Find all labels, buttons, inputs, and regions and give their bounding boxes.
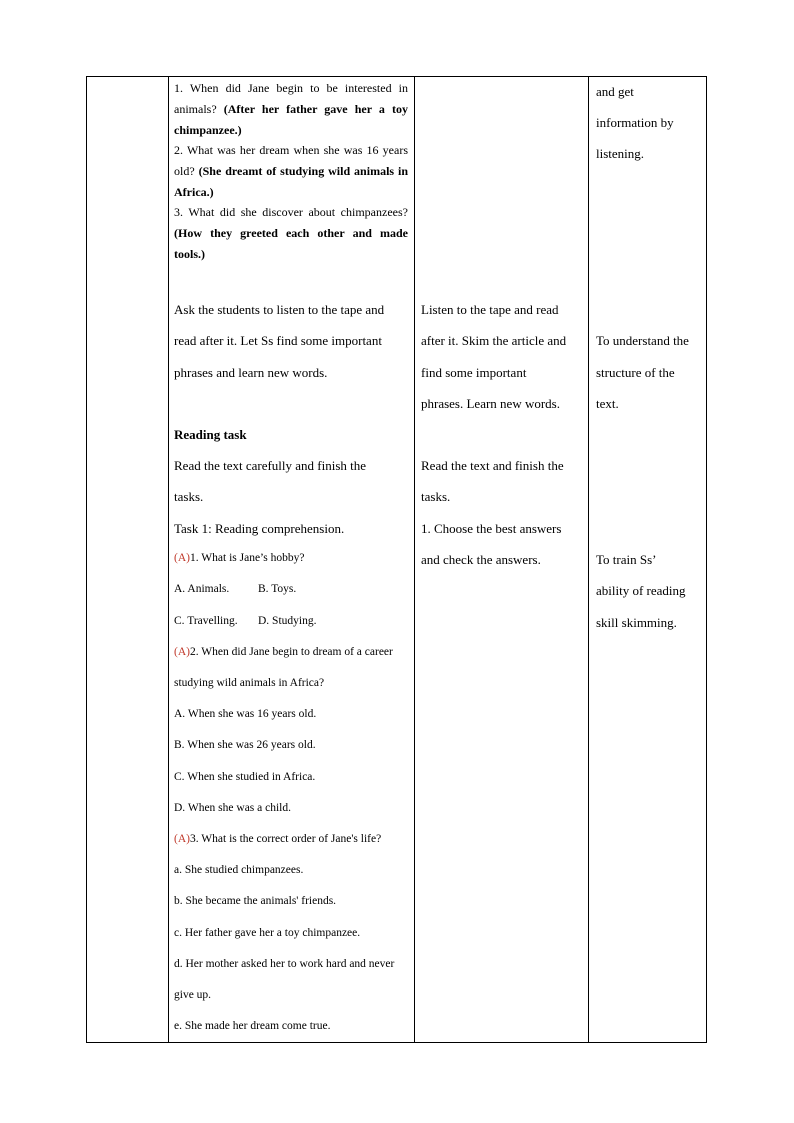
mcq-question-1: (A)1. What is Jane’s hobby? [174, 552, 305, 564]
mcq-question-3: (A)3. What is the correct order of Jane's life? [174, 833, 382, 845]
purpose-line: skill skimming. [596, 615, 677, 630]
mcq-option: D. Studying. [258, 615, 317, 627]
order-item: e. She made her dream come true. [174, 1020, 331, 1032]
student-listen-line: Listen to the tape and read [421, 302, 559, 317]
teacher-listen-line: phrases and learn new words. [174, 365, 328, 380]
student-listen-line: after it. Skim the article and [421, 333, 567, 348]
purpose-line: and get [596, 84, 634, 99]
mcq-option: C. Travelling. [174, 615, 238, 627]
order-item: c. Her father gave her a toy chimpanzee. [174, 927, 361, 939]
mcq-option: B. Toys. [258, 583, 297, 595]
student-listen-line: find some important [421, 365, 527, 380]
mcq-question-2: (A)2. When did Jane begin to dream of a career [174, 646, 393, 658]
teacher-read-line: tasks. [174, 489, 204, 504]
mcq-option: A. Animals. [174, 583, 230, 595]
student-choose-line: 1. Choose the best answers [421, 521, 562, 536]
student-read-line: tasks. [421, 489, 451, 504]
column-divider [588, 77, 589, 1042]
question-3: 3. What did she discover about chimpanzees? (How they greeted each other and made tools.) [174, 205, 408, 261]
purpose-line: text. [596, 396, 619, 411]
mcq-option: B. When she was 26 years old. [174, 739, 316, 751]
question-1: 1. When did Jane begin to be interested in animals? (After her father gave her a toy chimpanzee.) [174, 81, 409, 137]
mcq-question-2-cont: studying wild animals in Africa? [174, 677, 325, 689]
order-item: give up. [174, 989, 212, 1001]
student-listen-line: phrases. Learn new words. [421, 396, 560, 411]
purpose-line: ability of reading [596, 583, 686, 598]
question-2: 2. What was her dream when she was 16 years old? (She dreamt of studying wild animals in Africa.) [174, 143, 409, 199]
teacher-read-line: Read the text carefully and finish the [174, 458, 367, 473]
student-read-line: Read the text and finish the [421, 458, 564, 473]
purpose-line: structure of the [596, 365, 675, 380]
purpose-line: To train Ss’ [596, 552, 657, 567]
order-item: a. She studied chimpanzees. [174, 864, 304, 876]
order-item: b. She became the animals' friends. [174, 895, 337, 907]
mcq-option: C. When she studied in Africa. [174, 771, 316, 783]
column-divider [414, 77, 415, 1042]
teacher-listen-line: read after it. Let Ss find some important [174, 333, 382, 348]
task-1-label: Task 1: Reading comprehension. [174, 521, 345, 536]
column-divider [168, 77, 169, 1042]
purpose-line: listening. [596, 146, 645, 161]
order-item: d. Her mother asked her to work hard and never [174, 958, 395, 970]
purpose-line: information by [596, 115, 674, 130]
purpose-line: To understand the [596, 333, 689, 348]
mcq-option: A. When she was 16 years old. [174, 708, 317, 720]
mcq-option: D. When she was a child. [174, 802, 291, 814]
teacher-listen-line: Ask the students to listen to the tape and [174, 302, 385, 317]
student-choose-line: and check the answers. [421, 552, 541, 567]
reading-task-heading: Reading task [174, 427, 247, 442]
